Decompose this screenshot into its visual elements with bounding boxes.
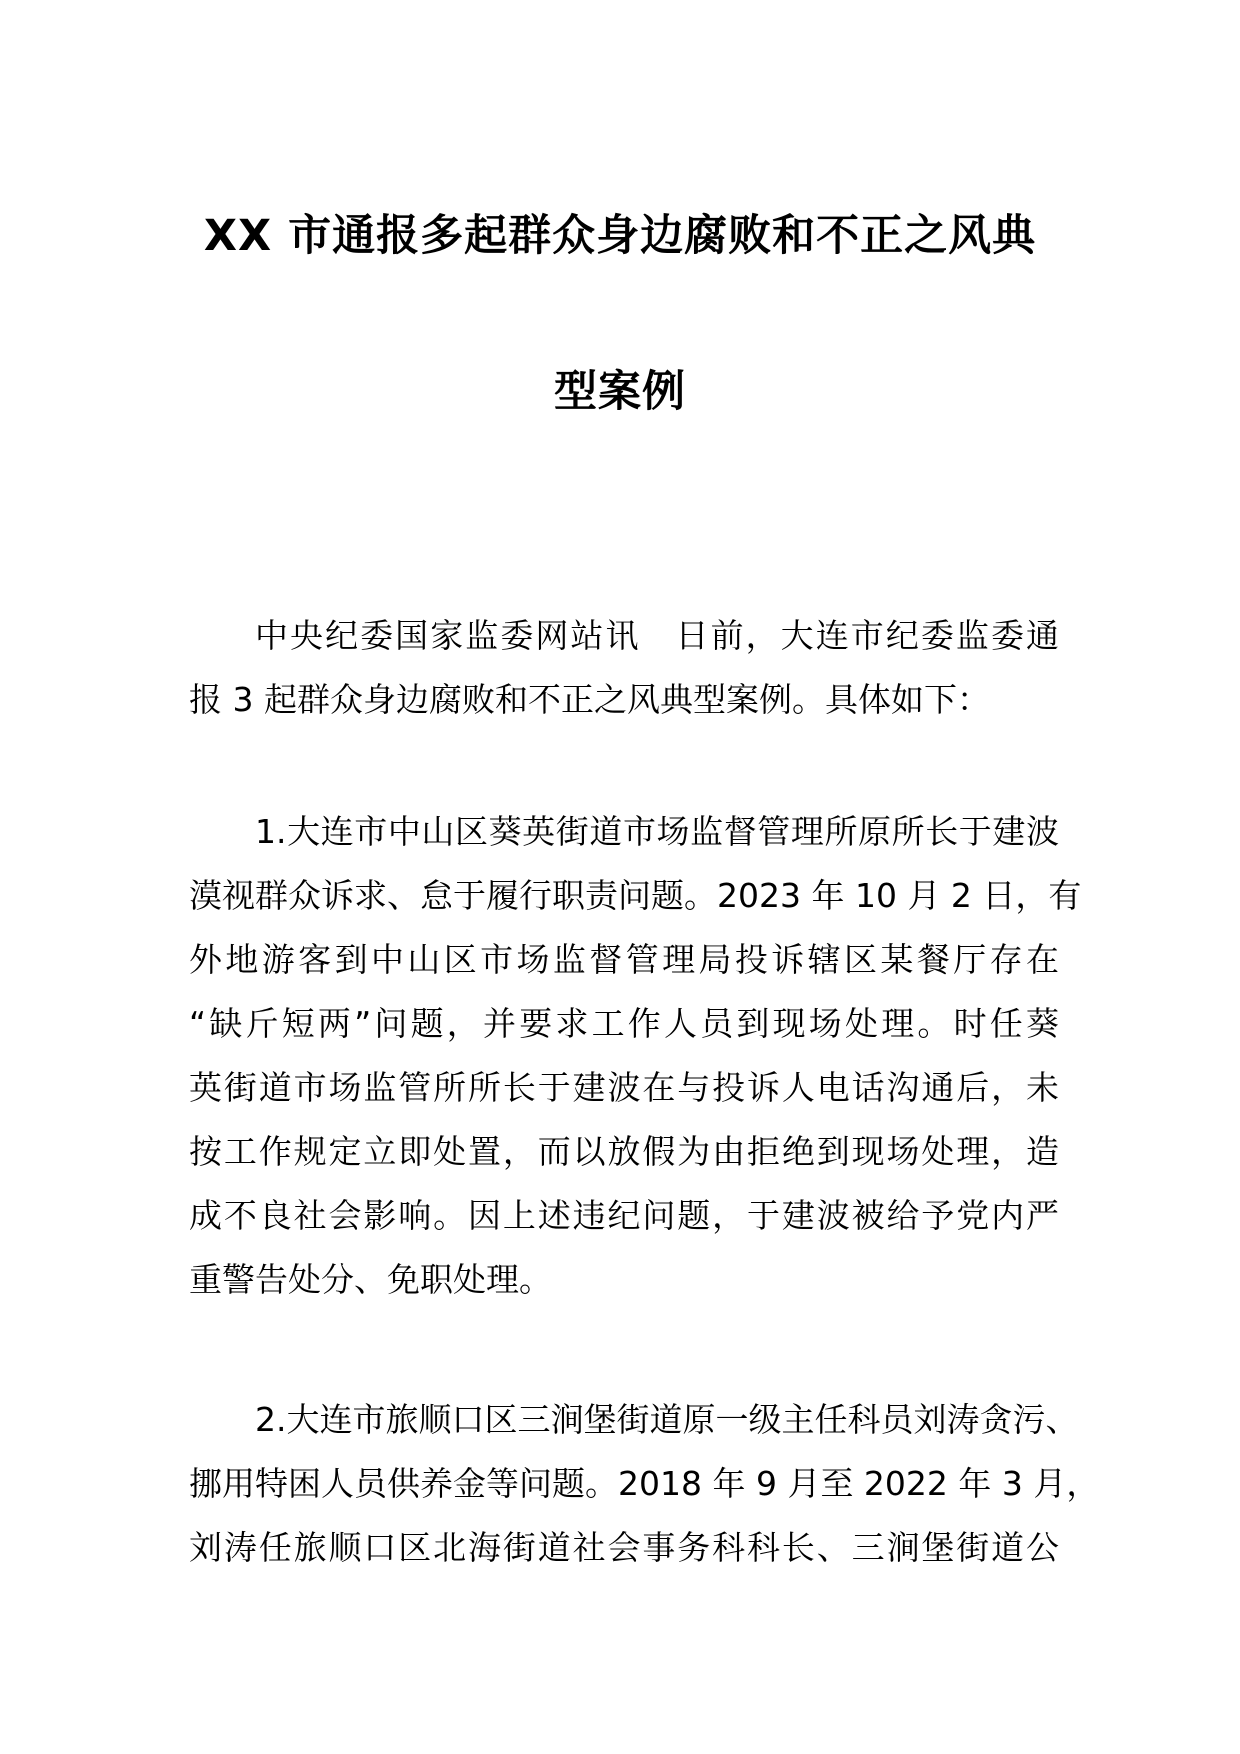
paragraph-line: 中央纪委国家监委网站讯 日前，大连市纪委监委通: [255, 616, 1059, 655]
paragraph-case-2: [189, 1388, 1100, 1580]
paragraph-line: 外地游客到中山区市场监督管理局投诉辖区某餐厅存在: [189, 940, 1059, 979]
paragraph-case-1: [189, 800, 1082, 1312]
paragraph-intro: [189, 604, 1059, 732]
paragraph-line: 漠视群众诉求、怠于履行职责问题。2023 年 10 月 2 日，有: [189, 876, 1082, 915]
paragraph-line: 按工作规定立即处置，而以放假为由拒绝到现场处理，造: [189, 1132, 1059, 1171]
paragraph-line: “缺斤短两”问题，并要求工作人员到现场处理。时任葵: [189, 1004, 1059, 1043]
paragraph-line: 英街道市场监管所所长于建波在与投诉人电话沟通后，未: [189, 1068, 1059, 1107]
paragraph-line: 刘涛任旅顺口区北海街道社会事务科科长、三涧堡街道公: [189, 1528, 1059, 1567]
document-title-line-1: XX 市通报多起群众身边腐败和不正之风典: [203, 211, 1037, 261]
document-title-line-2: 型案例: [554, 367, 686, 417]
paragraph-line: 挪用特困人员供养金等问题。2018 年 9 月至 2022 年 3 月，: [189, 1464, 1100, 1503]
paragraph-line: 1.大连市中山区葵英街道市场监督管理所原所长于建波: [255, 812, 1059, 851]
paragraph-line: 报 3 起群众身边腐败和不正之风典型案例。具体如下：: [189, 680, 990, 719]
paragraph-line: 成不良社会影响。因上述违纪问题，于建波被给予党内严: [189, 1196, 1059, 1235]
paragraph-line: 重警告处分、免职处理。: [189, 1260, 552, 1299]
paragraph-line: 2.大连市旅顺口区三涧堡街道原一级主任科员刘涛贪污、: [255, 1400, 1079, 1439]
